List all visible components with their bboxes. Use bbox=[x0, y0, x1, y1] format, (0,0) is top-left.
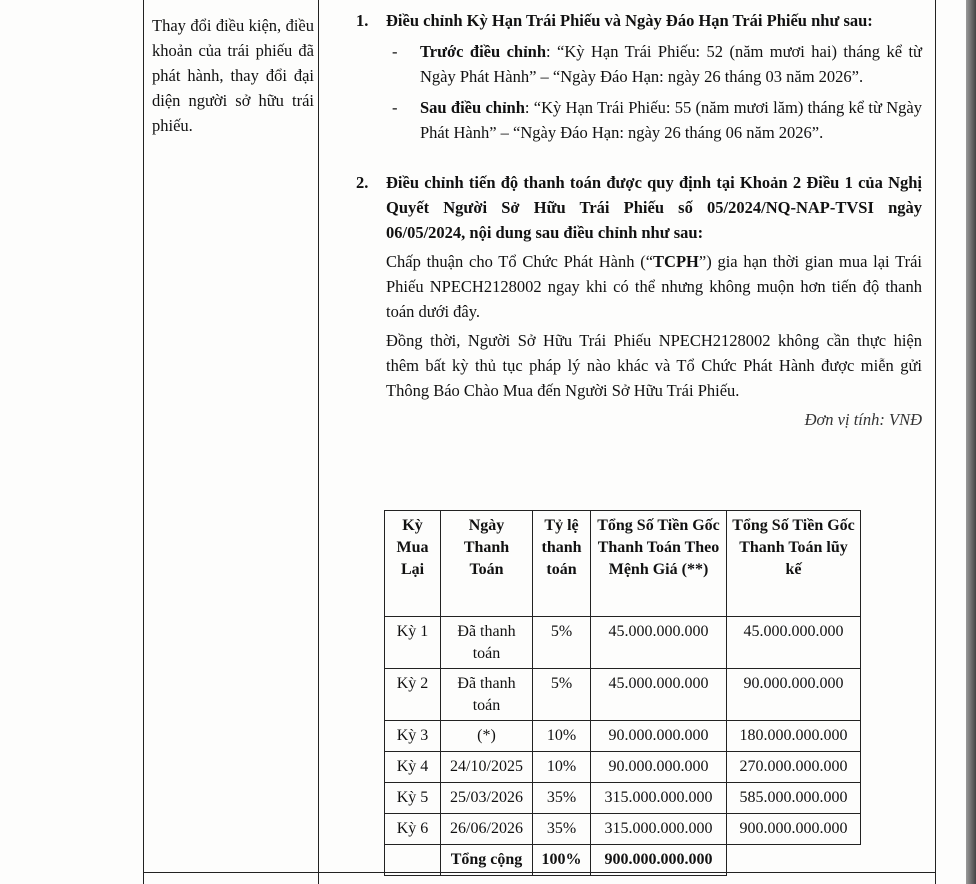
row-date: Đã thanh toán bbox=[441, 617, 533, 669]
table-right-border bbox=[935, 0, 936, 884]
total-period-empty bbox=[385, 845, 441, 876]
section-1-heading: Điều chỉnh Kỳ Hạn Trái Phiếu và Ngày Đáo Hạn Trái Phiếu như sau: bbox=[386, 11, 873, 30]
table-row bbox=[385, 783, 861, 814]
total-cumulative bbox=[727, 845, 861, 876]
row-rate: 10% bbox=[533, 752, 591, 783]
row-cumulative: 585.000.000.000 bbox=[727, 783, 861, 814]
row-amount: 90.000.000.000 bbox=[591, 752, 727, 783]
row-rate: 10% bbox=[533, 721, 591, 752]
bullet-dash: - bbox=[392, 98, 398, 117]
row-date: 25/03/2026 bbox=[441, 783, 533, 814]
row-amount: 45.000.000.000 bbox=[591, 669, 727, 721]
row-amount: 45.000.000.000 bbox=[591, 617, 727, 669]
condition-label-cell bbox=[152, 13, 314, 138]
table-row bbox=[385, 752, 861, 783]
total-amount: 900.000.000.000 bbox=[591, 845, 727, 876]
row-period: Kỳ 2 bbox=[385, 669, 441, 721]
scan-edge bbox=[966, 0, 976, 884]
row-period: Kỳ 1 bbox=[385, 617, 441, 669]
before-text: : “Kỳ Hạn Trái Phiếu: 52 (năm mươi hai) tháng kể từ Ngày Phát Hành” – “Ngày Đáo Hạn: ngày 26 tháng 03 năm 2026”. bbox=[420, 42, 922, 86]
table-left-border bbox=[143, 0, 144, 884]
header-amount: Tổng Số Tiền Gốc Thanh Toán Theo Mệnh Giá (**) bbox=[591, 511, 727, 617]
after-adjustment bbox=[356, 95, 922, 145]
row-period: Kỳ 6 bbox=[385, 814, 441, 845]
row-rate: 5% bbox=[533, 617, 591, 669]
header-period: Kỳ Mua Lại bbox=[385, 511, 441, 617]
table-header-row bbox=[385, 511, 861, 617]
header-rate: Tỷ lệ thanh toán bbox=[533, 511, 591, 617]
para1-tcph: TCPH bbox=[653, 252, 699, 271]
after-text: : “Kỳ Hạn Trái Phiếu: 55 (năm mươi lăm) tháng kể từ Ngày Phát Hành” – “Ngày Đáo Hạn: ngày 26 tháng 06 năm 2026”. bbox=[420, 98, 922, 142]
para1-text-a: Chấp thuận cho Tổ Chức Phát Hành (“ bbox=[386, 252, 654, 271]
section-2-heading: Điều chỉnh tiến độ thanh toán được quy định tại Khoản 2 Điều 1 của Nghị Quyết Người Sở Hữu Trái Phiếu số 05/2024/NQ-NAP-TVSI ngày 06/05/2024, nội dung sau điều chỉnh như sau: bbox=[386, 173, 922, 242]
section-1-number: 1. bbox=[356, 11, 369, 30]
table-total-row bbox=[385, 845, 861, 876]
row-cumulative: 900.000.000.000 bbox=[727, 814, 861, 845]
section-1 bbox=[356, 8, 922, 33]
currency-unit: Đơn vị tính: VNĐ bbox=[804, 410, 922, 429]
row-date: 26/06/2026 bbox=[441, 814, 533, 845]
row-date: Đã thanh toán bbox=[441, 669, 533, 721]
section-2-number: 2. bbox=[356, 173, 369, 192]
row-date: 24/10/2025 bbox=[441, 752, 533, 783]
row-period: Kỳ 4 bbox=[385, 752, 441, 783]
header-date: Ngày Thanh Toán bbox=[441, 511, 533, 617]
resolution-content bbox=[356, 8, 922, 438]
row-cumulative: 45.000.000.000 bbox=[727, 617, 861, 669]
section-2-paragraph-1 bbox=[386, 249, 922, 324]
row-period: Kỳ 3 bbox=[385, 721, 441, 752]
table-row bbox=[385, 721, 861, 752]
table-row bbox=[385, 669, 861, 721]
header-cumulative: Tổng Số Tiền Gốc Thanh Toán lũy kế bbox=[727, 511, 861, 617]
condition-label: Thay đổi điều kiện, điều khoản của trái phiếu đã phát hành, thay đổi đại diện người sở hữu trái phiếu. bbox=[152, 16, 314, 135]
section-2 bbox=[356, 170, 922, 432]
total-rate: 100% bbox=[533, 845, 591, 876]
section-2-paragraph-2: Đồng thời, Người Sở Hữu Trái Phiếu NPECH2128002 không cần thực hiện thêm bất kỳ thủ tục pháp lý nào khác và Tổ Chức Phát Hành được miễn gửi Thông Báo Chào Mua đến Người Sở Hữu Trái Phiếu. bbox=[386, 331, 922, 400]
row-amount: 315.000.000.000 bbox=[591, 814, 727, 845]
before-adjustment bbox=[356, 39, 922, 89]
table-row bbox=[385, 617, 861, 669]
row-rate: 35% bbox=[533, 783, 591, 814]
row-amount: 90.000.000.000 bbox=[591, 721, 727, 752]
row-cumulative: 90.000.000.000 bbox=[727, 669, 861, 721]
table-column-divider bbox=[318, 0, 319, 884]
row-period: Kỳ 5 bbox=[385, 783, 441, 814]
row-cumulative: 270.000.000.000 bbox=[727, 752, 861, 783]
before-label: Trước điều chỉnh bbox=[420, 42, 547, 61]
para1-text-b: ”) gia hạn thời gian mua lại Trái Phiếu NPECH2128002 ngay khi có thể nhưng không muộn hơn tiến độ thanh toán dưới đây. bbox=[386, 252, 922, 321]
row-date: (*) bbox=[441, 721, 533, 752]
table-row bbox=[385, 814, 861, 845]
row-amount: 315.000.000.000 bbox=[591, 783, 727, 814]
row-rate: 35% bbox=[533, 814, 591, 845]
row-cumulative: 180.000.000.000 bbox=[727, 721, 861, 752]
row-rate: 5% bbox=[533, 669, 591, 721]
total-label: Tổng cộng bbox=[441, 845, 533, 876]
after-label: Sau điều chỉnh bbox=[420, 98, 525, 117]
bullet-dash: - bbox=[392, 42, 398, 61]
payment-schedule-table bbox=[384, 510, 861, 876]
